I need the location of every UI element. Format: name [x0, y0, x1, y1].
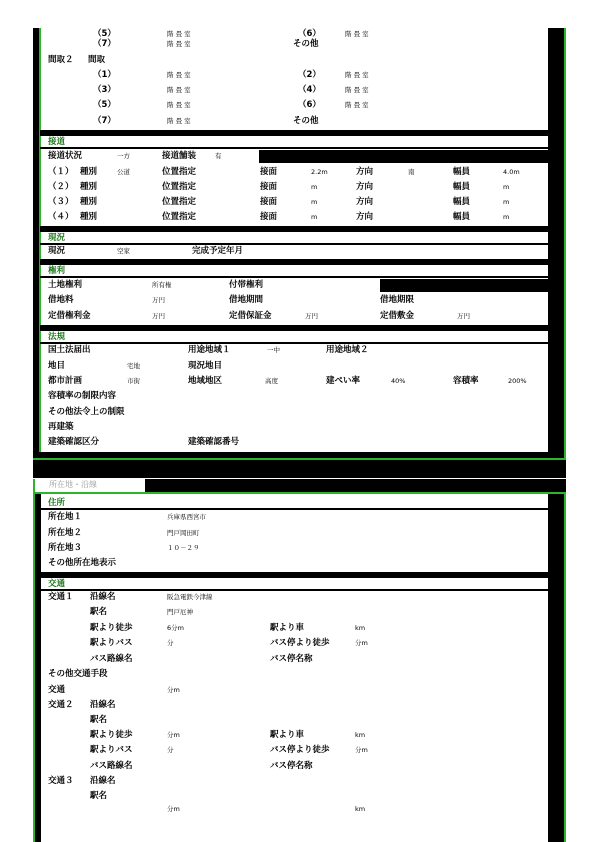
kenpei-label: 建ぺい率 [326, 376, 361, 386]
width-value: m [503, 183, 510, 191]
right-frame-line [564, 28, 566, 458]
section-underline [40, 508, 550, 510]
frontage-label: 接面 [260, 197, 278, 207]
address-title: 住所 [48, 498, 66, 508]
youto1-label: 用途地域１ [188, 345, 231, 355]
frontage-label: 接面 [260, 167, 278, 177]
tab-location[interactable] [33, 479, 147, 492]
traffic-title: 交通 [48, 579, 66, 589]
busstop-walk-label: バス停より徒歩 [270, 638, 330, 648]
station-label: 駅名 [90, 607, 108, 617]
kenri-title: 権利 [48, 266, 66, 276]
loc2-value: 門戸岡田町 [167, 529, 200, 537]
hoki-title: 法規 [48, 332, 66, 342]
frontage-label: 接面 [260, 182, 278, 192]
room-value: 階 畳 室 [167, 40, 191, 48]
frontage-value: 2.2m [311, 168, 328, 176]
bus-label: 駅よりバス [90, 745, 133, 755]
loc2-label: 所在地２ [48, 528, 83, 538]
section-divider [40, 226, 550, 232]
youto2-label: 用途地域２ [326, 345, 369, 355]
designation-label: 位置指定 [162, 167, 197, 177]
line-label: 沿線名 [90, 592, 116, 602]
land-right-value: 所有権 [152, 281, 172, 289]
designation-label: 位置指定 [162, 182, 197, 192]
t1-label: 交通１ [48, 592, 74, 602]
station-label: 駅名 [90, 715, 108, 725]
room-no: その他 [293, 116, 319, 126]
bus-value: 分 [167, 639, 174, 647]
width-label: 幅員 [453, 197, 471, 207]
road-type-label: 種別 [80, 212, 98, 222]
room-no: （2） [298, 70, 321, 80]
room-value: 階 畳 室 [345, 101, 369, 109]
section-underline [40, 589, 550, 591]
genkyo-label: 現況 [48, 246, 66, 256]
busstop-name-label: バス停名称 [270, 761, 313, 771]
room-value: 階 畳 室 [345, 71, 369, 79]
direction-label: 方向 [356, 197, 374, 207]
confirm-label: 建築確認区分 [48, 437, 100, 447]
room-no: （6） [298, 29, 321, 39]
walk-label: 駅より徒歩 [90, 623, 133, 633]
kenpei-value: 40% [391, 377, 406, 385]
toshi-label: 都市計画 [48, 376, 83, 386]
traffic-value: 分m [167, 686, 180, 694]
chiiki-label: 地域地区 [188, 376, 223, 386]
designation-label: 位置指定 [162, 212, 197, 222]
fixed-deposit-value: 万円 [305, 312, 318, 320]
room-value: 階 畳 室 [167, 30, 191, 38]
traffic-label: 交通 [48, 685, 66, 695]
line-value: 阪急電鉄今津線 [167, 593, 213, 601]
section-divider [40, 572, 550, 578]
room-value: 階 畳 室 [167, 71, 191, 79]
block2-right-line [564, 492, 566, 842]
room-no: （6） [298, 100, 321, 110]
direction-label: 方向 [356, 212, 374, 222]
room-no: その他 [293, 39, 319, 49]
section-underline [40, 276, 550, 278]
lease-fee-value: 万円 [152, 296, 165, 304]
block2-top-line [33, 492, 566, 494]
room-no: （7） [93, 39, 116, 49]
busstop-walk-value: 分m [355, 639, 368, 647]
section-underline [40, 342, 550, 344]
room-no: （7） [93, 116, 116, 126]
yoseki-value: 200% [508, 377, 527, 385]
busline-label: バス路線名 [90, 654, 133, 664]
width-value: 4.0m [503, 168, 520, 176]
loc3-label: 所在地３ [48, 543, 83, 553]
right-frame-bar [548, 28, 564, 458]
t3-label: 交通３ [48, 776, 74, 786]
section-divider [40, 130, 550, 136]
chiiki-value: 高度 [265, 377, 278, 385]
car-label: 駅より車 [270, 623, 305, 633]
frontage-value: m [311, 213, 318, 221]
frontage-label: 接面 [260, 212, 278, 222]
fixed-amount-label: 定借敷金 [380, 311, 415, 321]
other-law-label: その他法令上の制限 [48, 407, 125, 417]
section-divider [40, 259, 550, 265]
car-value: km [355, 805, 366, 813]
road-type-label: 種別 [80, 167, 98, 177]
land-right-label: 土地権利 [48, 280, 83, 290]
completion-label: 完成予定年月 [192, 246, 244, 256]
loc3-value: １０－２９ [167, 544, 200, 552]
attached-label: 付帯権利 [229, 280, 264, 290]
room-no: （3） [93, 85, 116, 95]
fixed-fee-value: 万円 [152, 312, 165, 320]
road-no: （４） [48, 212, 74, 222]
direction-label: 方向 [356, 182, 374, 192]
block2-left-bar [35, 494, 41, 842]
car-value: km [355, 731, 366, 739]
t2-label: 交通２ [48, 700, 74, 710]
width-value: m [503, 198, 510, 206]
road-no: （１） [48, 167, 74, 177]
yoseki-limit-label: 容積率の制限内容 [48, 391, 117, 401]
fixed-fee-label: 定借権利金 [48, 311, 91, 321]
road-no: （３） [48, 197, 74, 207]
room-no: （5） [93, 100, 116, 110]
genkyo-value: 空家 [117, 247, 130, 255]
room-value: 階 畳 室 [345, 86, 369, 94]
madori2-label: 間取２ [48, 55, 74, 65]
direction-label: 方向 [356, 167, 374, 177]
other-address-label: その他所在地表示 [48, 558, 117, 568]
confirm-no-label: 建築確認番号 [188, 437, 240, 447]
bus-label: 駅よりバス [90, 638, 133, 648]
toshi-value: 市街 [127, 377, 140, 385]
room-value: 階 畳 室 [167, 86, 191, 94]
busline-label: バス路線名 [90, 761, 133, 771]
walk-label: 駅より徒歩 [90, 730, 133, 740]
tab-bar [145, 479, 566, 492]
width-label: 幅員 [453, 167, 471, 177]
kokudo-label: 国土法届出 [48, 345, 91, 355]
car-value: km [355, 624, 366, 632]
station-value: 門戸厄神 [167, 608, 193, 616]
road-no: （２） [48, 182, 74, 192]
room-no: （5） [93, 29, 116, 39]
room-value: 階 畳 室 [167, 101, 191, 109]
designation-label: 位置指定 [162, 197, 197, 207]
block2-right-bar [548, 494, 564, 842]
paving-label: 接道舗装 [162, 151, 197, 161]
direction-value: 南 [408, 168, 415, 176]
room-no: （1） [93, 70, 116, 80]
line-label: 沿線名 [90, 776, 116, 786]
lease-limit-label: 借地期限 [380, 295, 415, 305]
section-underline [40, 147, 550, 149]
tab-label: 所在地・沿線 [49, 480, 97, 489]
fixed-amount-value: 万円 [457, 312, 470, 320]
busstop-name-label: バス停名称 [270, 654, 313, 664]
walk-value: 分m [167, 805, 180, 813]
setsudo-title: 接道 [48, 137, 66, 147]
road-type-label: 種別 [80, 182, 98, 192]
paving-value: 有 [215, 152, 222, 160]
width-label: 幅員 [453, 212, 471, 222]
road-type-label: 種別 [80, 197, 98, 207]
frontage-value: m [311, 198, 318, 206]
status-value: 一方 [117, 152, 130, 160]
width-value: m [503, 213, 510, 221]
section-divider [40, 325, 550, 331]
redacted-box [380, 279, 550, 292]
section-underline [40, 243, 550, 245]
loc1-value: 兵庫県西宮市 [167, 513, 206, 521]
road-type: 公道 [117, 168, 130, 176]
fixed-deposit-label: 定借保証金 [229, 311, 272, 321]
madori2-sub: 間取 [88, 55, 106, 65]
bus-value: 分 [167, 746, 174, 754]
status-label: 接道状況 [48, 151, 83, 161]
frontage-value: m [311, 183, 318, 191]
room-value: 階 畳 室 [345, 30, 369, 38]
width-label: 幅員 [453, 182, 471, 192]
lease-fee-label: 借地料 [48, 295, 74, 305]
yoseki-label: 容積率 [453, 376, 479, 386]
genkyo-title: 現況 [48, 233, 66, 243]
walk-value: 分m [167, 731, 180, 739]
room-value: 階 畳 室 [167, 117, 191, 125]
station-label: 駅名 [90, 791, 108, 801]
line-label: 沿線名 [90, 700, 116, 710]
other-traffic-label: その他交通手段 [48, 669, 108, 679]
walk-value: 6分m [167, 624, 184, 632]
chimoku-value: 宅地 [127, 362, 140, 370]
car-label: 駅より車 [270, 730, 305, 740]
youto1-value: 一中 [267, 346, 280, 354]
loc1-label: 所在地１ [48, 512, 83, 522]
room-no: （4） [298, 85, 321, 95]
section-band [33, 460, 566, 478]
busstop-walk-value: 分m [355, 746, 368, 754]
busstop-walk-label: バス停より徒歩 [270, 745, 330, 755]
genkyo-chimoku-label: 現況地目 [188, 361, 223, 371]
rebuild-label: 再建築 [48, 422, 74, 432]
redacted-box [259, 150, 550, 163]
chimoku-label: 地目 [48, 361, 66, 371]
lease-period-label: 借地期間 [229, 295, 264, 305]
